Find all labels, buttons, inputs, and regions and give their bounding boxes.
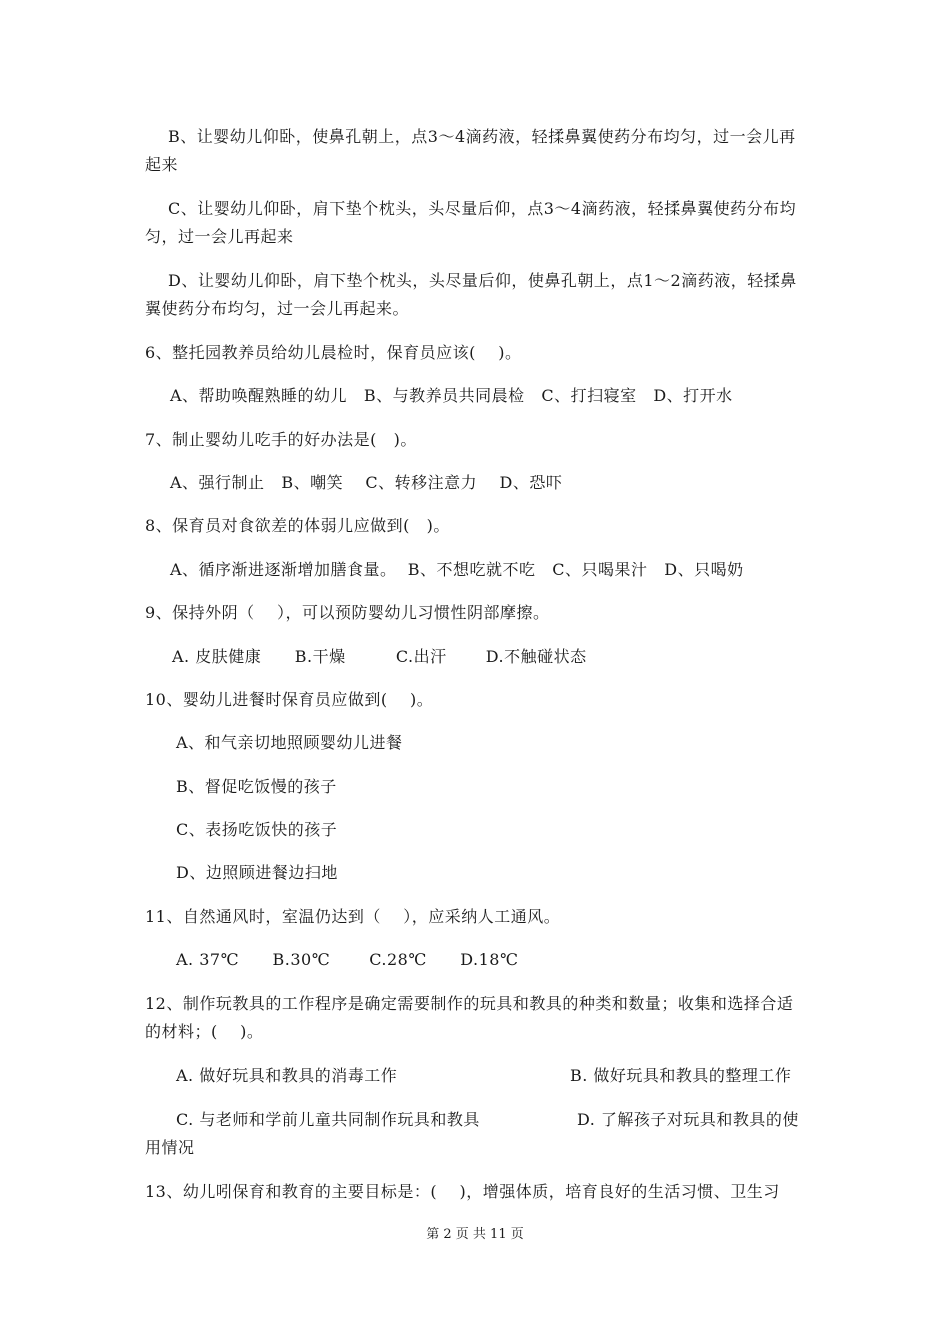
question-6-options: A、帮助唤醒熟睡的幼儿 B、与教养员共同晨检 C、打扫寝室 D、打开水: [170, 386, 733, 405]
question-12-option-a: A. 做好玩具和教具的消毒工作: [176, 1066, 398, 1085]
q5-option-b-line2: 起来: [145, 155, 179, 174]
q5-option-d-line1: D、让婴幼儿仰卧，肩下垫个枕头，头尽量后仰，使鼻孔朝上，点1～2滴药液，轻揉鼻: [168, 271, 797, 290]
question-13: 13、幼儿吲保育和教育的主要目标是：( )，增强体质，培育良好的生活习惯、卫生习: [145, 1182, 780, 1201]
question-12-option-d-cont: 用情况: [145, 1138, 195, 1157]
question-10-option-a: A、和气亲切地照顾婴幼儿进餐: [176, 733, 403, 752]
question-8-options: A、循序渐进逐渐增加膳食量。 B、不想吃就不吃 C、只喝果汁 D、只喝奶: [170, 560, 744, 579]
question-10-option-d: D、边照顾进餐边扫地: [176, 863, 338, 882]
question-9: 9、保持外阴（ ），可以预防婴幼儿习惯性阴部摩擦。: [145, 603, 550, 622]
question-12-line1: 12、制作玩教具的工作程序是确定需要制作的玩具和教具的种类和数量；收集和选择合适: [145, 994, 794, 1013]
question-12-option-c: C. 与老师和学前儿童共同制作玩具和教具: [176, 1110, 480, 1129]
question-12-option-b: B. 做好玩具和教具的整理工作: [570, 1066, 792, 1085]
question-12-line2: 的材料；( )。: [145, 1022, 264, 1041]
q5-option-d-line2: 翼使药分布均匀，过一会儿再起来。: [145, 299, 410, 318]
q5-option-c-line2: 匀，过一会儿再起来: [145, 227, 294, 246]
question-10-option-c: C、表扬吃饭快的孩子: [176, 820, 338, 839]
question-7-options: A、强行制止 B、嘲笑 C、转移注意力 D、恐吓: [170, 473, 563, 492]
page-footer: 第 2 页 共 11 页: [426, 1227, 524, 1242]
question-8: 8、保育员对食欲差的体弱儿应做到( )。: [145, 516, 450, 535]
question-10-option-b: B、督促吃饭慢的孩子: [176, 777, 337, 796]
question-9-options: A. 皮肤健康 B.干燥 C.出汗 D.不触碰状态: [172, 647, 587, 666]
q5-option-b-line1: B、让婴幼儿仰卧，使鼻孔朝上，点3～4滴药液，轻揉鼻翼使药分布均匀，过一会儿再: [168, 127, 796, 146]
question-11: 11、自然通风时，室温仍达到（ ），应采纳人工通风。: [145, 907, 561, 926]
q5-option-c-line1: C、让婴幼儿仰卧，肩下垫个枕头，头尽量后仰，点3～4滴药液，轻揉鼻翼使药分布均: [168, 199, 797, 218]
question-10: 10、婴幼儿进餐时保育员应做到( )。: [145, 690, 434, 709]
question-6: 6、整托园教养员给幼儿晨检时，保育员应该( )。: [145, 343, 522, 362]
question-12-option-d: D. 了解孩子对玩具和教具的使: [577, 1110, 799, 1129]
question-11-options: A. 37℃ B.30℃ C.28℃ D.18℃: [176, 950, 519, 969]
question-7: 7、制止婴幼儿吃手的好办法是( )。: [145, 430, 417, 449]
